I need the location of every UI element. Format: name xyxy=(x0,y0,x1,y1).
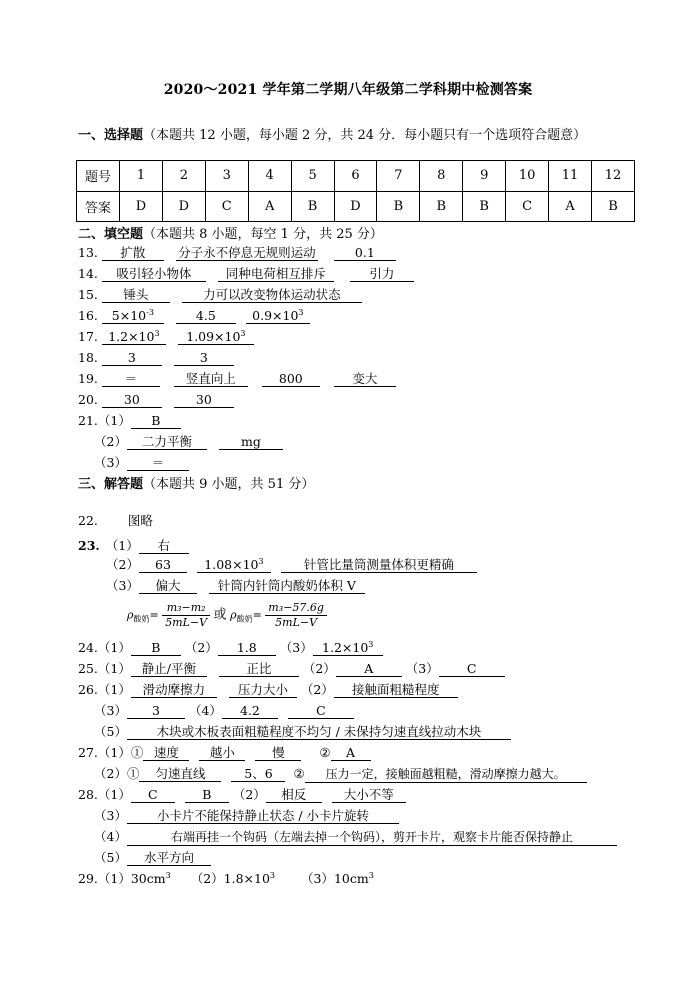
answer-blank: B xyxy=(131,413,181,429)
section-2-header xyxy=(78,223,383,242)
exponent: 3 xyxy=(258,557,264,566)
answer-blank: 压力一定，接触面越粗糙，滑动摩擦力越大。 xyxy=(305,767,587,783)
sub-question-label: （1） xyxy=(97,413,131,428)
answer-blank: 分子永不停息无规则运动 xyxy=(176,245,318,261)
answer-blank: 4.5 xyxy=(176,308,236,324)
question-number: 20. xyxy=(78,392,98,407)
answer-blank: 小卡片不能保持静止状态 / 小卡片旋转 xyxy=(127,808,399,824)
answer-blank: 锤头 xyxy=(102,287,170,303)
question-number: 1 xyxy=(120,161,163,192)
answer-blank: 大小不等 xyxy=(332,787,406,803)
answer-line-24 xyxy=(78,640,383,656)
sub-question-label: （2） xyxy=(94,434,127,449)
answer-blank: 二力平衡 xyxy=(127,434,207,450)
sub-question-label: （5） xyxy=(94,850,127,865)
answer-line-28-2 xyxy=(94,808,399,824)
question-number: 23. xyxy=(78,538,100,553)
answer-blank xyxy=(102,308,164,324)
answer-blank: 5、6 xyxy=(231,766,285,782)
sub-question-label: （2） xyxy=(94,766,127,781)
question-number: 18. xyxy=(78,350,98,365)
question-number: 17. xyxy=(78,329,98,344)
answer-blank: A xyxy=(336,661,402,677)
sub-question-label: （3） xyxy=(94,455,127,470)
question-number: 12 xyxy=(591,161,634,192)
answer-line-17 xyxy=(78,329,254,345)
question-number: 3 xyxy=(205,161,248,192)
answer-blank: 接触面粗糙程度 xyxy=(334,682,458,698)
answer-line-29 xyxy=(78,871,374,887)
page-title: 2020～2021 学年第二学期八年级第二学科期中检测答案 xyxy=(163,82,533,98)
sub-question-label: （4） xyxy=(94,829,127,844)
answer-line-23-1 xyxy=(78,538,189,554)
numerator: m₃−57.6g xyxy=(265,601,327,616)
sub-question-label: （1） xyxy=(105,538,139,553)
answer-blank: 匀速直线 xyxy=(139,766,221,782)
density-formula: $\rho_{酸奶}=$ $\frac{\text{m₃−m₂}}{5mL-V}$ 或 $\rho_{酸奶}=$ $\frac{\text{m₃−57.6g}}{5mL-V}$ xyxy=(127,601,327,630)
answer-cell: D xyxy=(120,191,163,222)
sub-question-label: （2） xyxy=(300,682,334,697)
circled-number: ① xyxy=(130,745,144,760)
answer-blank: 引力 xyxy=(350,266,414,282)
section-2-desc: （本题共 8 小题，每空 1 分，共 25 分） xyxy=(143,227,383,242)
question-number: 28. xyxy=(78,787,98,802)
answer-line-20 xyxy=(78,392,234,408)
circled-number: ② xyxy=(319,745,331,760)
question-number: 27. xyxy=(78,745,98,760)
answer-blank: 30 xyxy=(102,392,162,408)
answer-blank: C xyxy=(288,703,354,719)
fraction xyxy=(265,601,327,630)
question-number: 25. xyxy=(78,661,98,676)
question-number: 24. xyxy=(78,640,98,655)
exponent: 3 xyxy=(240,329,246,338)
answer-line-21-2 xyxy=(94,434,283,450)
question-number: 29. xyxy=(78,871,98,886)
answer-blank: 30 xyxy=(174,392,234,408)
answer-value: 0.9×10 xyxy=(252,308,299,323)
question-number: 15. xyxy=(78,287,98,302)
question-number: 6 xyxy=(334,161,377,192)
answer-blank: 3 xyxy=(102,350,162,366)
answer-blank: 扩散 xyxy=(102,245,164,261)
sub-question-label: （2） xyxy=(184,640,218,655)
sub-question-label: （4） xyxy=(188,703,222,718)
answer-blank: 正比 xyxy=(219,661,299,677)
answer-blank xyxy=(178,329,254,345)
question-number: 4 xyxy=(248,161,291,192)
answer-table xyxy=(76,160,635,222)
answer-line-28-1 xyxy=(78,787,406,803)
sub-question-label: （1） xyxy=(97,640,131,655)
answer-blank: C xyxy=(439,661,505,677)
answer-value: 1.2×10 xyxy=(322,640,369,655)
answer-value: 1.8×10 xyxy=(223,871,270,886)
answer-line-27-1 xyxy=(78,745,371,761)
answer-line-21-3 xyxy=(94,455,189,471)
answer-cell: A xyxy=(248,191,291,222)
section-2-heading: 二、填空题 xyxy=(78,227,144,242)
exponent: 3 xyxy=(368,640,374,649)
answer-blank: 越小 xyxy=(199,745,245,761)
rho-symbol: ρ xyxy=(230,608,237,622)
answer-blank: 力可以改变物体运动状态 xyxy=(182,287,362,303)
answer-line-26-1 xyxy=(78,682,458,698)
sub-question-label: （1） xyxy=(97,745,131,760)
question-number: 5 xyxy=(291,161,334,192)
sub-question-label: （3） xyxy=(405,661,439,676)
section-1-heading: 一、选择题 xyxy=(78,128,144,143)
question-number-label: 题号 xyxy=(77,161,120,192)
answer-blank: 800 xyxy=(262,371,320,387)
answer-line-28-4 xyxy=(94,850,211,866)
answer-line-26-2 xyxy=(94,703,354,719)
answer-blank: 3 xyxy=(174,350,234,366)
answer-row xyxy=(77,191,635,222)
answer-blank: 63 xyxy=(139,557,187,573)
answer-blank: 右 xyxy=(139,538,189,554)
answer-cell: B xyxy=(591,191,634,222)
answer-blank: 3 xyxy=(127,703,185,719)
numerator: m₃−m₂ xyxy=(162,601,210,616)
answer-value: 1.09×10 xyxy=(186,329,241,344)
answer-line-16 xyxy=(78,308,310,324)
answer-value: 5×10 xyxy=(111,308,147,323)
answer-value: 1.2×10 xyxy=(108,329,155,344)
answer-blank: B xyxy=(185,787,229,803)
answer-blank: 同种电荷相互排斥 xyxy=(218,266,334,282)
answer-label: 答案 xyxy=(77,191,120,222)
answer-blank: 速度 xyxy=(143,745,189,761)
answer-blank: 静止/平衡 xyxy=(131,661,207,677)
question-number: 14. xyxy=(78,266,98,281)
sub-question-label: （3） xyxy=(106,578,139,593)
sub-question-label: （1） xyxy=(97,682,131,697)
answer-cell: D xyxy=(162,191,205,222)
sub-question-label: （5） xyxy=(94,724,127,739)
question-number: 10 xyxy=(506,161,549,192)
answer-blank: C xyxy=(131,787,175,803)
question-number: 19. xyxy=(78,371,98,386)
question-number: 11 xyxy=(549,161,592,192)
answer-blank: 1.8 xyxy=(218,640,276,656)
section-3-header xyxy=(78,473,314,492)
answer-blank: 相反 xyxy=(266,787,322,803)
answer-line-22 xyxy=(78,513,153,529)
circled-number: ① xyxy=(126,766,140,781)
answer-blank: ＝ xyxy=(127,455,189,471)
answer-cell: B xyxy=(377,191,420,222)
sub-question-label: （2） xyxy=(190,871,224,886)
question-number: 16. xyxy=(78,308,98,323)
rho-subscript: 酸奶 xyxy=(133,614,150,624)
answer-blank: 偏大 xyxy=(139,578,197,594)
answer-line-13 xyxy=(78,245,396,261)
answer-blank: 吸引轻小物体 xyxy=(102,266,206,282)
rho-subscript: 酸奶 xyxy=(236,614,253,624)
answer-blank: 针筒内针筒内酸奶体积 V xyxy=(209,578,365,594)
denominator: 5mL−V xyxy=(275,616,318,629)
answer-blank xyxy=(313,640,383,656)
sub-question-label: （2） xyxy=(106,557,139,572)
answer-blank: 慢 xyxy=(255,745,301,761)
sub-question-label: （3） xyxy=(300,871,334,886)
section-1-desc: （本题共 12 小题，每小题 2 分，共 24 分．每小题只有一个选项符合题意） xyxy=(143,128,587,143)
answer-cell: A xyxy=(549,191,592,222)
answer-blank: 针管比量筒测量体积更精确 xyxy=(281,557,477,573)
question-number: 9 xyxy=(463,161,506,192)
sub-question-label: （2） xyxy=(232,787,266,802)
sub-question-label: （1） xyxy=(97,871,131,886)
sub-question-label: （2） xyxy=(302,661,336,676)
answer-cell: B xyxy=(420,191,463,222)
answer-blank: 水平方向 xyxy=(127,850,211,866)
question-number: 8 xyxy=(420,161,463,192)
answer-blank: 4.2 xyxy=(222,703,278,719)
answer-blank: 木块或木板表面粗糙程度不均匀 / 未保持匀速直线拉动木块 xyxy=(127,724,511,740)
question-number: 26. xyxy=(78,682,98,697)
answer-line-28-3 xyxy=(94,829,617,846)
answer-text: 图略 xyxy=(127,513,153,528)
section-1-header xyxy=(78,124,586,143)
exponent: 3 xyxy=(154,329,160,338)
answer-blank: 竖直向上 xyxy=(174,371,248,387)
answer-blank: A xyxy=(331,745,371,761)
question-number: 21. xyxy=(78,413,98,428)
answer-blank: 0.1 xyxy=(334,245,396,261)
rho-symbol: ρ xyxy=(127,608,134,622)
question-number: 2 xyxy=(162,161,205,192)
fraction xyxy=(162,601,210,630)
answer-line-15 xyxy=(78,287,362,303)
sub-question-label: （1） xyxy=(97,787,131,802)
sub-question-label: （3） xyxy=(279,640,313,655)
answer-cell: C xyxy=(205,191,248,222)
question-number: 7 xyxy=(377,161,420,192)
answer-blank: ＝ xyxy=(102,371,160,387)
exponent: 3 xyxy=(165,871,171,880)
or-text: 或 xyxy=(213,607,227,623)
answer-line-23-2 xyxy=(106,557,477,573)
denominator: 5mL−V xyxy=(165,616,208,629)
circled-number: ② xyxy=(293,766,305,781)
question-number: 22. xyxy=(78,513,98,528)
section-3-desc: （本题共 9 小题，共 51 分） xyxy=(143,477,315,492)
exponent: -3 xyxy=(146,308,154,317)
sub-question-label: （3） xyxy=(94,703,127,718)
exponent: 3 xyxy=(298,308,304,317)
answer-value: 30cm xyxy=(130,871,166,886)
exponent: 3 xyxy=(269,871,275,880)
answer-blank xyxy=(102,329,166,345)
answer-line-14 xyxy=(78,266,414,282)
sub-question-label: （1） xyxy=(97,661,131,676)
answer-line-18 xyxy=(78,350,234,366)
answer-blank: mg xyxy=(219,434,283,450)
answer-blank: 压力大小 xyxy=(229,682,297,698)
answer-blank: 变大 xyxy=(334,371,396,387)
answer-cell: B xyxy=(291,191,334,222)
answer-blank: 右端再挂一个钩码（左端去掉一个钩码），剪开卡片，观察卡片能否保持静止 xyxy=(127,830,617,846)
answer-blank: 滑动摩擦力 xyxy=(131,682,217,698)
answer-line-19 xyxy=(78,371,396,387)
question-number: 13. xyxy=(78,245,98,260)
answer-blank xyxy=(246,308,310,324)
answer-value: 10cm xyxy=(333,871,369,886)
section-3-heading: 三、解答题 xyxy=(78,477,144,492)
answer-blank: B xyxy=(131,640,181,656)
answer-line-27-2 xyxy=(94,766,587,783)
answer-cell: D xyxy=(334,191,377,222)
answer-value: 1.08×10 xyxy=(204,557,259,572)
answer-line-26-3 xyxy=(94,724,511,740)
answer-blank xyxy=(197,557,271,573)
answer-line-25 xyxy=(78,661,505,677)
exponent: 3 xyxy=(368,871,374,880)
answer-cell: C xyxy=(506,191,549,222)
answer-line-23-3 xyxy=(106,578,365,594)
question-number-row xyxy=(77,161,635,192)
sub-question-label: （3） xyxy=(94,808,127,823)
answer-line-21-1 xyxy=(78,413,181,429)
answer-cell: B xyxy=(463,191,506,222)
